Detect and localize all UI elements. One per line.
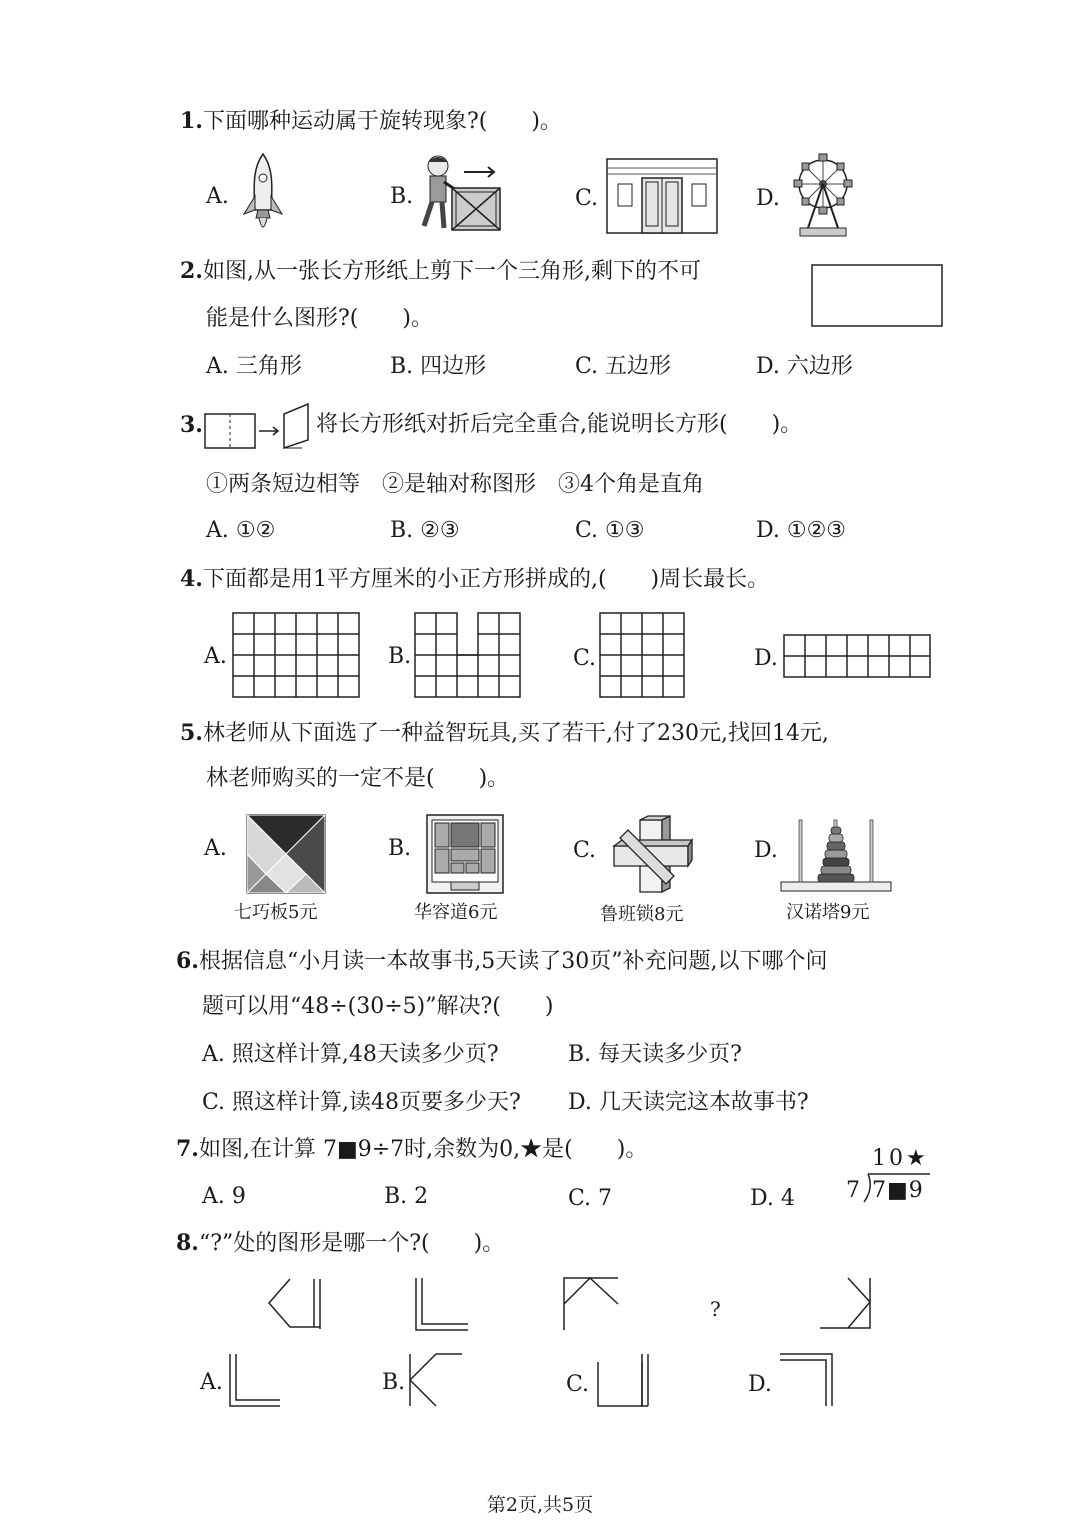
q4-grid-a bbox=[232, 612, 360, 698]
q2-stem-line2: 能是什么图形?( )。 bbox=[206, 306, 433, 331]
q7-divisor: 7 bbox=[846, 1178, 860, 1203]
q2-option-a[interactable]: A. 三角形 bbox=[206, 354, 302, 379]
q6-option-c[interactable]: C. 照这样计算,读48页要多少天? bbox=[202, 1090, 521, 1115]
q2-text-line1: 如图,从一张长方形纸上剪下一个三角形,剩下的不可 bbox=[202, 259, 701, 284]
q8-option-d-figure bbox=[778, 1352, 834, 1408]
q6-option-a[interactable]: A. 照这样计算,48天读多少页? bbox=[202, 1042, 499, 1067]
q5-text-line1: 林老师从下面选了一种益智玩具,买了若干,付了230元,找回14元, bbox=[202, 721, 829, 746]
q4-stem bbox=[180, 566, 769, 593]
q7-quotient: 10★ bbox=[872, 1146, 929, 1171]
q4-option-b[interactable]: B. bbox=[388, 644, 412, 669]
q1-stem bbox=[180, 108, 562, 135]
q7-option-b[interactable]: B. 2 bbox=[384, 1184, 429, 1209]
q8-sequence-figure-3 bbox=[562, 1276, 620, 1332]
q2-option-b[interactable]: B. 四边形 bbox=[390, 354, 487, 379]
q1-number: 1. bbox=[180, 108, 203, 134]
tangram-image bbox=[246, 814, 326, 894]
q6-option-b[interactable]: B. 每天读多少页? bbox=[568, 1042, 742, 1067]
q4-number: 4. bbox=[180, 566, 203, 592]
q1-option-c[interactable]: C. bbox=[575, 186, 599, 211]
q7-text: 如图,在计算 7■9÷7时,余数为0,★是( )。 bbox=[198, 1137, 648, 1162]
q4-option-a[interactable]: A. bbox=[204, 644, 227, 669]
q8-stem bbox=[176, 1230, 504, 1257]
q5-stem-line2: 林老师购买的一定不是( )。 bbox=[206, 766, 510, 791]
q8-sequence-figure-5 bbox=[818, 1276, 876, 1332]
q7-stem bbox=[176, 1136, 647, 1163]
rocket-image bbox=[238, 152, 288, 238]
q6-stem-line2: 题可以用“48÷(30÷5)”解决?( ) bbox=[202, 994, 554, 1019]
q7-dividend: 7■9 bbox=[872, 1178, 924, 1203]
q8-question-mark: ? bbox=[710, 1297, 721, 1321]
q4-grid-c bbox=[599, 612, 685, 698]
q2-number: 2. bbox=[180, 258, 203, 284]
q8-option-c-figure bbox=[596, 1352, 650, 1408]
q8-sequence-figure-1 bbox=[266, 1276, 322, 1332]
luban-lock-image bbox=[610, 816, 692, 896]
q4-grid-d bbox=[783, 634, 931, 678]
q7-long-division bbox=[846, 1146, 936, 1206]
boy-pushing-box-image bbox=[414, 152, 504, 234]
q3-fold-diagram bbox=[204, 400, 314, 452]
q2-stem-line1 bbox=[180, 258, 701, 285]
q4-grid-b bbox=[414, 612, 522, 698]
q5-caption-d: 汉诺塔9元 bbox=[786, 902, 870, 923]
q5-option-c[interactable]: C. bbox=[573, 838, 597, 863]
q1-option-b[interactable]: B. bbox=[390, 184, 414, 209]
q5-number: 5. bbox=[180, 720, 203, 746]
q2-option-c[interactable]: C. 五边形 bbox=[575, 354, 672, 379]
q3-option-c[interactable]: C. ①③ bbox=[575, 518, 645, 543]
q1-text: 下面哪种运动属于旋转现象?( )。 bbox=[202, 109, 562, 134]
q4-text: 下面都是用1平方厘米的小正方形拼成的,( )周长最长。 bbox=[202, 567, 770, 592]
q5-caption-c: 鲁班锁8元 bbox=[600, 904, 684, 925]
q3-statements: ①两条短边相等 ②是轴对称图形 ③4个角是直角 bbox=[206, 472, 704, 497]
q7-number: 7. bbox=[176, 1136, 199, 1162]
q5-stem-line1 bbox=[180, 720, 829, 747]
q8-text: “?”处的图形是哪一个?( )。 bbox=[198, 1231, 505, 1256]
q8-option-c[interactable]: C. bbox=[566, 1372, 590, 1397]
q4-option-d[interactable]: D. bbox=[754, 646, 778, 671]
q6-stem-line1 bbox=[176, 948, 827, 975]
q3-option-a[interactable]: A. ①② bbox=[206, 518, 276, 543]
q2-option-d[interactable]: D. 六边形 bbox=[756, 354, 853, 379]
q8-option-a[interactable]: A. bbox=[200, 1370, 223, 1395]
q8-sequence-figure-2 bbox=[414, 1276, 470, 1332]
q4-option-c[interactable]: C. bbox=[573, 646, 597, 671]
sliding-door-image bbox=[606, 158, 718, 234]
q3-option-d[interactable]: D. ①②③ bbox=[756, 518, 847, 543]
q3-number: 3. bbox=[180, 412, 203, 438]
q7-option-d[interactable]: D. 4 bbox=[750, 1186, 795, 1211]
q8-option-b[interactable]: B. bbox=[382, 1370, 406, 1395]
q5-caption-b: 华容道6元 bbox=[414, 902, 498, 923]
ferris-wheel-image bbox=[794, 154, 852, 238]
q8-option-a-figure bbox=[228, 1352, 282, 1408]
q8-number: 8. bbox=[176, 1230, 199, 1256]
q5-caption-a: 七巧板5元 bbox=[234, 902, 318, 923]
q2-rectangle-figure bbox=[811, 264, 943, 328]
q7-option-c[interactable]: C. 7 bbox=[568, 1186, 613, 1211]
q8-option-b-figure bbox=[408, 1352, 464, 1408]
q6-number: 6. bbox=[176, 948, 199, 974]
q5-option-a[interactable]: A. bbox=[204, 836, 227, 861]
q6-option-d[interactable]: D. 几天读完这本故事书? bbox=[568, 1090, 809, 1115]
q6-text-line1: 根据信息“小月读一本故事书,5天读了30页”补充问题,以下哪个问 bbox=[198, 949, 828, 974]
q7-option-a[interactable]: A. 9 bbox=[202, 1184, 246, 1209]
tower-of-hanoi-image bbox=[780, 818, 892, 892]
q5-option-d[interactable]: D. bbox=[754, 838, 778, 863]
q3-option-b[interactable]: B. ②③ bbox=[390, 518, 460, 543]
q3-text: 将长方形纸对折后完全重合,能说明长方形( )。 bbox=[316, 412, 803, 437]
q5-option-b[interactable]: B. bbox=[388, 836, 412, 861]
q1-option-a[interactable]: A. bbox=[206, 184, 229, 209]
huarong-puzzle-image bbox=[426, 814, 504, 894]
q8-option-d[interactable]: D. bbox=[748, 1372, 772, 1397]
page-footer: 第2页,共5页 bbox=[486, 1494, 594, 1516]
q1-option-d[interactable]: D. bbox=[756, 186, 780, 211]
